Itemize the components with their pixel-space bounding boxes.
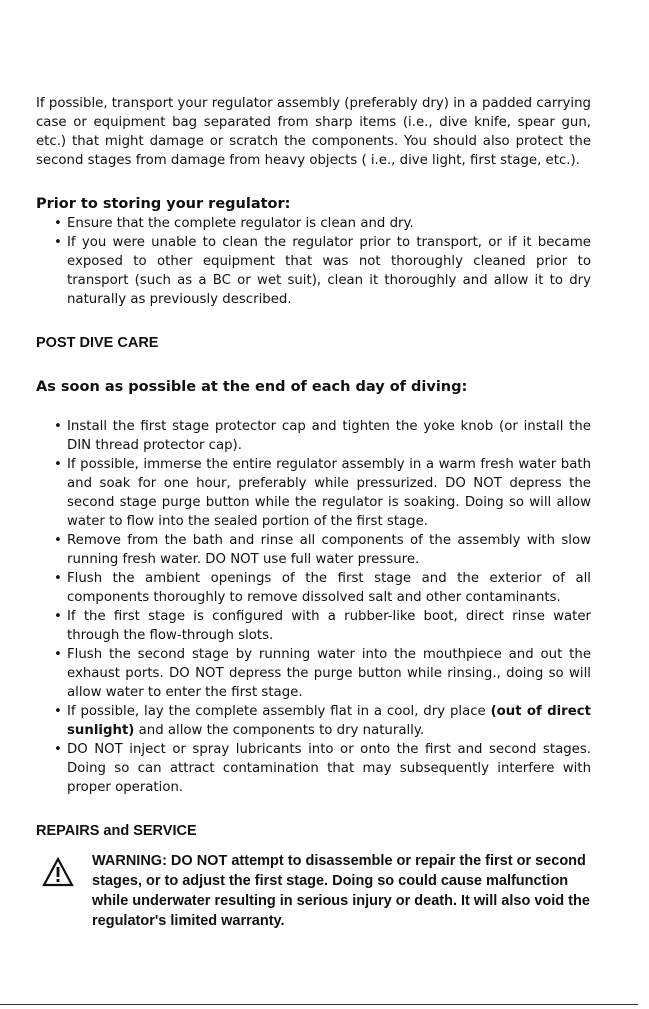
sunlight-text-bold: (out of direct sunlight) (67, 704, 591, 738)
manual-page (36, 94, 591, 931)
list-item: • Remove from the bath and rinse all components of the assembly with slow running fresh water. DO NOT use full water pressure. (54, 531, 591, 569)
list-item: • If you were unable to clean the regulator prior to transport, or if it became exposed to other equipment that was not thoroughly cleaned prior to transport (such as a BC or wet suit), clean it thoroughly and allow it to dry naturally as previously described. (54, 233, 591, 309)
post-dive-section-title: POST DIVE CARE (36, 335, 159, 351)
list-item: • DO NOT inject or spray lubricants into or onto the first and second stages. Doing so can attract contamination that may subsequently interfere with proper operation. (54, 740, 591, 797)
storing-heading: Prior to storing your regulator: (36, 196, 291, 212)
list-item: • Ensure that the complete regulator is clean and dry. (54, 214, 591, 233)
list-item-sunlight (54, 702, 591, 740)
sunlight-text-pre: If possible, lay the complete assembly flat in a cool, dry place (67, 704, 486, 719)
post-dive-list (36, 417, 591, 797)
list-item: • If possible, immerse the entire regulator assembly in a warm fresh water bath and soak for one hour, preferably while pressurized. DO NOT depress the second stage purge button while the regulator is soaking. Doing so will allow water to flow into the sealed portion of the first stage. (54, 455, 591, 531)
sunlight-text-post: and allow the components to dry naturally. (138, 723, 425, 738)
list-item: • Install the first stage protector cap and tighten the yoke knob (or install the DIN thread protector cap). (54, 417, 591, 455)
warning-box (36, 851, 591, 931)
repairs-section-title: REPAIRS and SERVICE (36, 823, 197, 839)
storing-list (36, 214, 591, 309)
post-dive-heading: As soon as possible at the end of each day of diving: (36, 379, 468, 395)
list-item: • Flush the ambient openings of the first stage and the exterior of all components thoroughly to remove dissolved salt and other contaminants. (54, 569, 591, 607)
intro-paragraph: If possible, transport your regulator assembly (preferably dry) in a padded carrying case or equipment bag separated from sharp items (i.e., dive knife, spear gun, etc.) that might damage or scratch the components. You should also protect the second stages from damage from heavy objects ( i.e., dive light, first stage, etc.). (36, 96, 591, 168)
page-bottom-rule (0, 1004, 638, 1005)
warning-text: WARNING: DO NOT attempt to disassemble or repair the first or second stages, or to adjust the first stage. Doing so could cause malfunction while underwater resulting in serious injury or death. It will also void the regulator's limited warranty. (92, 853, 590, 929)
list-item: • If the first stage is configured with a rubber-like boot, direct rinse water through the flow-through slots. (54, 607, 591, 645)
warning-triangle-icon (42, 857, 74, 887)
list-item: • Flush the second stage by running water into the mouthpiece and out the exhaust ports. DO NOT depress the purge button while rinsing., doing so will allow water to enter the first stage. (54, 645, 591, 702)
